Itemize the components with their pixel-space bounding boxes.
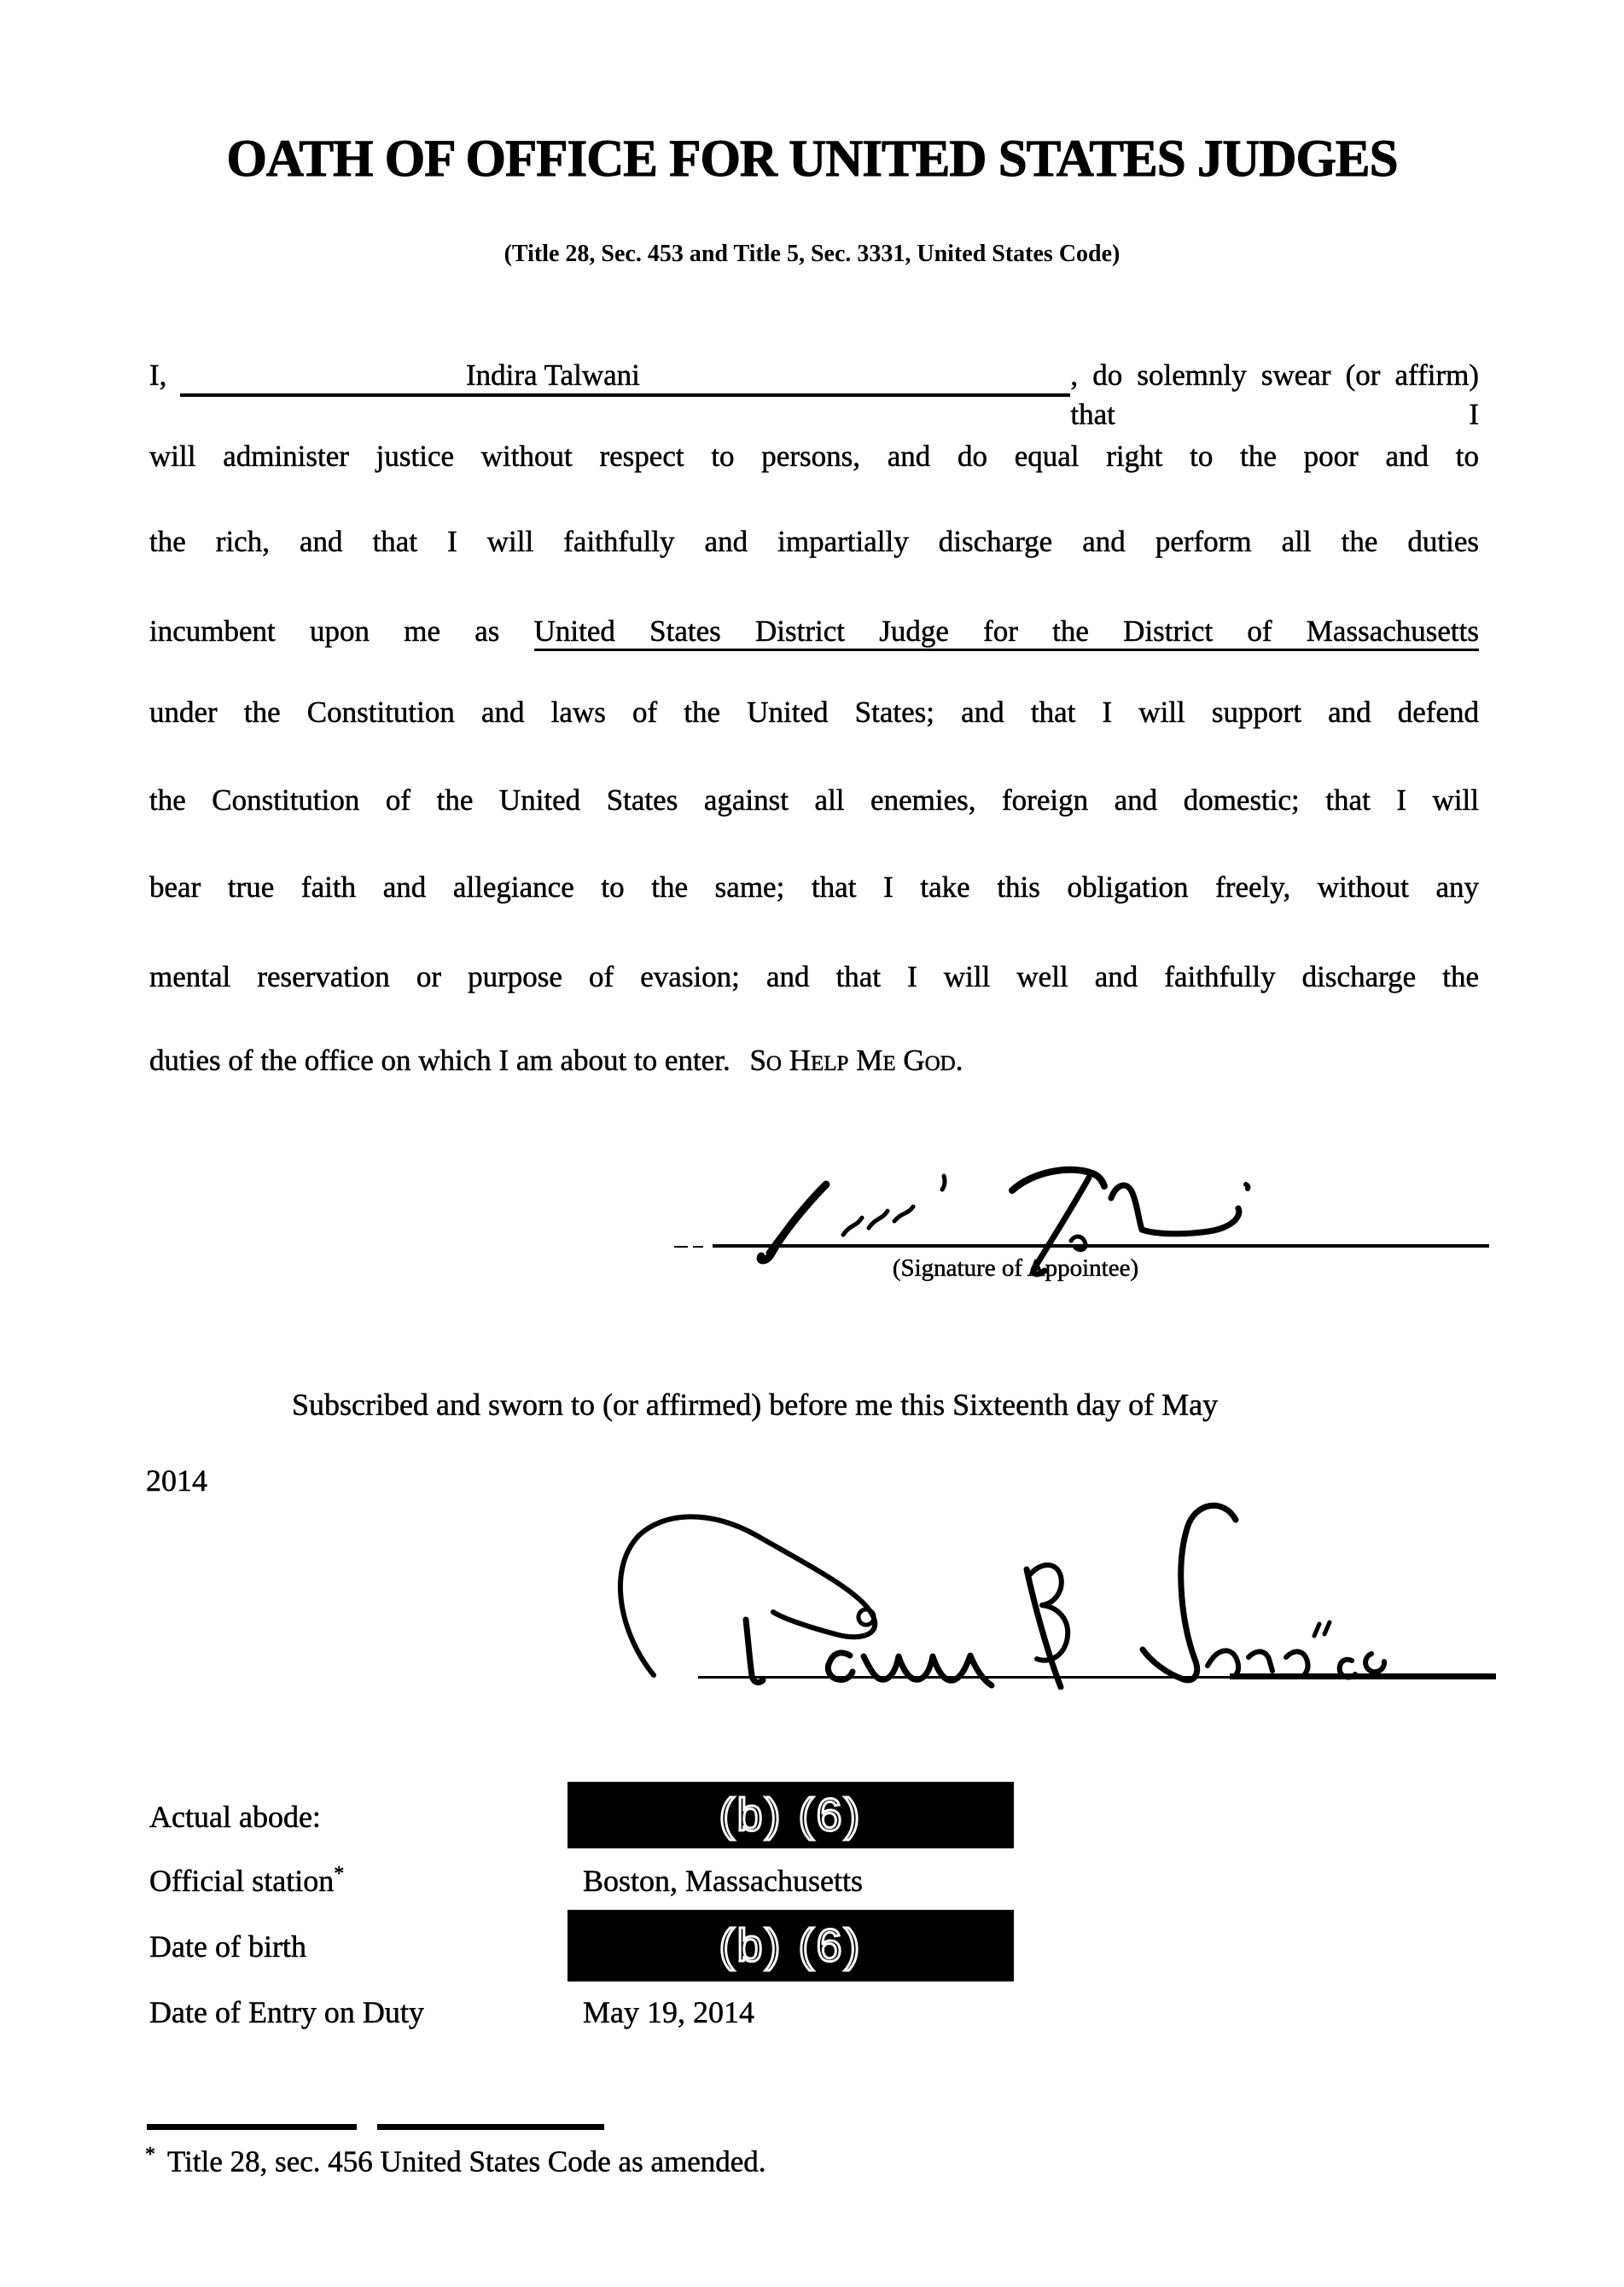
appointee-signature-caption: (Signature of Appointee) xyxy=(892,1254,1139,1282)
signature-line-dash xyxy=(674,1246,688,1248)
footnote-text: Title 28, sec. 456 United States Code as amended. xyxy=(167,2144,766,2179)
footnote-marker: * xyxy=(145,2144,155,2166)
oath-line-1-tail: , do solemnly swear (or affirm) that I xyxy=(1070,358,1479,431)
oath-line-7: bear true faith and allegiance to the same; that I take this obligation freely, without any xyxy=(149,870,1479,904)
field-label-official-station: Official station* xyxy=(149,1863,345,1898)
so-help-me-god: So Help Me God. xyxy=(749,1044,963,1077)
oath-line-6: the Constitution of the United States against all enemies, foreign and domestic; that I will xyxy=(149,783,1479,817)
oath-line-4 xyxy=(149,612,1479,655)
attestation-line: Subscribed and sworn to (or affirmed) before me this Sixteenth day of May xyxy=(292,1388,1219,1422)
document-title: OATH OF OFFICE FOR UNITED STATES JUDGES xyxy=(226,131,1398,188)
oath-line-2: will administer justice without respect to persons, and do equal right to the poor and to xyxy=(149,439,1479,473)
field-label-date-of-entry: Date of Entry on Duty xyxy=(149,1995,424,2029)
oath-line-4-lead: incumbent upon me as xyxy=(149,614,500,648)
redaction-exemption-text: (b) (6) xyxy=(719,1920,863,1971)
field-label-actual-abode: Actual abode: xyxy=(149,1800,321,1834)
footnote-rule xyxy=(147,2124,357,2130)
redaction-box-date-of-birth xyxy=(568,1910,1014,1981)
office-title-underlined: United States District Judge for the District of Massachusetts xyxy=(534,614,1479,651)
document-subtitle: (Title 28, Sec. 453 and Title 5, Sec. 3331, United States Code) xyxy=(503,241,1121,267)
appointee-name-blank xyxy=(180,356,1070,397)
official-station-asterisk: * xyxy=(334,1863,345,1885)
oath-intro: I, xyxy=(149,358,167,392)
redaction-exemption-text: (b) (6) xyxy=(719,1789,863,1841)
field-value-date-of-entry: May 19, 2014 xyxy=(583,1995,754,2029)
appointee-signature-line xyxy=(713,1244,1489,1248)
oath-line-5: under the Constitution and laws of the United States; and that I will support and defend xyxy=(149,695,1479,729)
oath-line-1 xyxy=(149,356,1479,431)
oath-line-8: mental reservation or purpose of evasion; and that I will well and faithfully discharge the xyxy=(149,960,1479,993)
signature-line-dash xyxy=(693,1246,703,1248)
field-value-official-station: Boston, Massachusetts xyxy=(583,1864,863,1898)
judge-signature-image xyxy=(589,1489,1510,1690)
redaction-box-actual-abode xyxy=(568,1782,1014,1848)
appointee-name: Indira Talwani xyxy=(465,358,640,392)
oath-line-9 xyxy=(149,1041,1479,1084)
attestation-year: 2014 xyxy=(146,1464,207,1498)
field-label-date-of-birth: Date of birth xyxy=(149,1929,306,1964)
footnote-rule xyxy=(377,2124,604,2130)
judge-signature-line-heavy xyxy=(1230,1673,1496,1679)
oath-line-3: the rich, and that I will faithfully and impartially discharge and perform all the duties xyxy=(149,525,1479,558)
oath-line-9-lead: duties of the office on which I am about to enter. xyxy=(149,1044,731,1077)
footnote xyxy=(145,2144,766,2179)
